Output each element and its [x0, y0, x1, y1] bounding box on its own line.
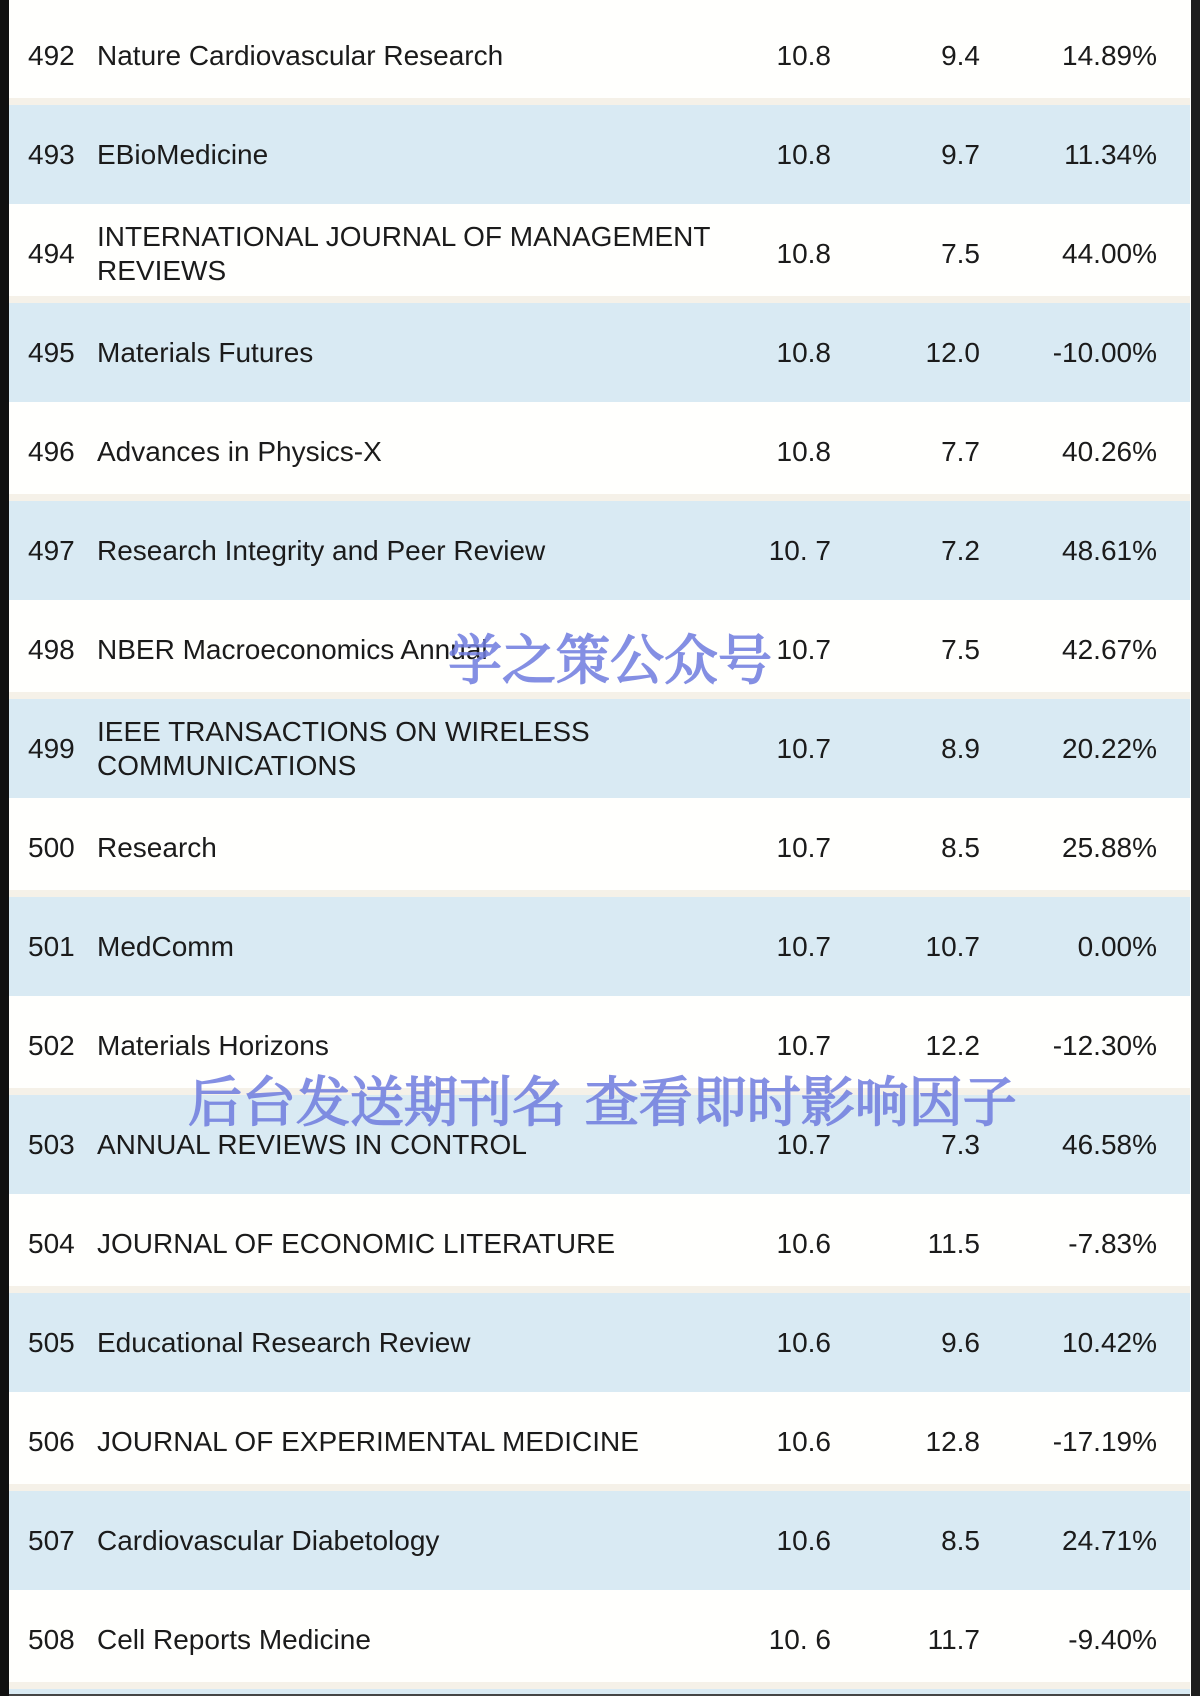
if-new-cell: 10. 6 — [768, 1623, 831, 1655]
journal-name-cell: Materials Horizons — [97, 1029, 329, 1061]
journal-name-cell: MedComm — [97, 930, 234, 962]
if-new-cell: 10.6 — [776, 1227, 831, 1259]
change-percent-cell: -7.83% — [1068, 1227, 1157, 1259]
table-row — [9, 798, 1190, 897]
if-new-cell: 10.7 — [776, 930, 831, 962]
table-row — [9, 1590, 1190, 1689]
if-new-cell: 10.7 — [776, 1029, 831, 1061]
if-old-cell: 8.9 — [941, 732, 980, 764]
journal-name-cell: INTERNATIONAL JOURNAL OF MANAGEMENT REVIEWS — [97, 220, 710, 286]
change-percent-cell: -10.00% — [1052, 336, 1157, 368]
if-old-cell: 12.8 — [925, 1425, 980, 1457]
if-old-cell: 7.5 — [941, 633, 980, 665]
if-new-cell: 10.8 — [776, 435, 831, 467]
journal-name-cell: NBER Macroeconomics Annual — [97, 633, 488, 665]
change-percent-cell: 25.88% — [1062, 831, 1157, 863]
table-row — [9, 1392, 1190, 1491]
watermark-promo-text: 后台发送期刊名 查看即时影响因子 — [188, 1070, 1017, 1134]
rank-cell: 503 — [28, 1128, 75, 1160]
table-row — [9, 204, 1190, 303]
rank-cell: 508 — [28, 1623, 75, 1655]
if-new-cell: 10.8 — [776, 237, 831, 269]
journal-table — [9, 0, 1190, 1696]
journal-name-cell: JOURNAL OF ECONOMIC LITERATURE — [97, 1227, 616, 1259]
change-percent-cell: 14.89% — [1062, 39, 1157, 71]
if-old-cell: 10.7 — [925, 930, 980, 962]
if-new-cell: 10.8 — [776, 336, 831, 368]
rank-cell: 505 — [28, 1326, 75, 1358]
change-percent-cell: -12.30% — [1052, 1029, 1157, 1061]
right-border-bar — [1191, 0, 1200, 1696]
change-percent-cell: 11.34% — [1064, 138, 1157, 170]
rank-cell: 497 — [28, 534, 75, 566]
journal-name-cell: Nature Cardiovascular Research — [97, 39, 504, 71]
journal-name-cell: Advances in Physics-X — [97, 435, 382, 467]
if-new-cell: 10.6 — [776, 1524, 831, 1556]
journal-name-cell: IEEE TRANSACTIONS ON WIRELESS COMMUNICATIONS — [97, 715, 590, 781]
if-old-cell: 9.7 — [941, 138, 980, 170]
change-percent-cell: 48.61% — [1062, 534, 1157, 566]
if-old-cell: 9.6 — [941, 1326, 980, 1358]
table-row — [9, 105, 1190, 204]
change-percent-cell: 40.26% — [1062, 435, 1157, 467]
change-percent-cell: -17.19% — [1052, 1425, 1157, 1457]
rank-cell: 494 — [28, 237, 75, 269]
if-new-cell: 10. 7 — [768, 534, 831, 566]
if-new-cell: 10.7 — [776, 831, 831, 863]
change-percent-cell: 46.58% — [1062, 1128, 1157, 1160]
rank-cell: 496 — [28, 435, 75, 467]
table-row — [9, 600, 1190, 699]
if-old-cell: 12.2 — [925, 1029, 980, 1061]
rank-cell: 499 — [28, 732, 75, 764]
if-new-cell: 10.7 — [776, 732, 831, 764]
left-border-bar — [0, 0, 9, 1696]
table-row — [9, 996, 1190, 1095]
if-new-cell: 10.6 — [776, 1425, 831, 1457]
table-row — [9, 402, 1190, 501]
rank-cell: 501 — [28, 930, 75, 962]
journal-name-cell: Materials Futures — [97, 336, 314, 368]
table-row — [9, 1095, 1190, 1194]
journal-name-cell: JOURNAL OF EXPERIMENTAL MEDICINE — [97, 1425, 639, 1457]
rank-cell: 507 — [28, 1524, 75, 1556]
if-old-cell: 11.7 — [927, 1623, 980, 1655]
if-new-cell: 10.7 — [776, 633, 831, 665]
if-new-cell: 10.6 — [776, 1326, 831, 1358]
rank-cell: 493 — [28, 138, 75, 170]
rank-cell: 498 — [28, 633, 75, 665]
journal-name-cell: Research Integrity and Peer Review — [97, 534, 546, 566]
journal-name-cell: ANNUAL REVIEWS IN CONTROL — [97, 1128, 527, 1160]
journal-name-cell: EBioMedicine — [97, 138, 269, 170]
table-row — [9, 501, 1190, 600]
if-old-cell: 9.4 — [941, 39, 980, 71]
rank-cell: 502 — [28, 1029, 75, 1061]
table-row — [9, 1293, 1190, 1392]
if-old-cell: 8.5 — [941, 831, 980, 863]
journal-name-cell: Cardiovascular Diabetology — [97, 1524, 440, 1556]
change-percent-cell: 42.67% — [1062, 633, 1157, 665]
rank-cell: 504 — [28, 1227, 75, 1259]
table-row — [9, 303, 1190, 402]
change-percent-cell: 20.22% — [1062, 732, 1157, 764]
if-old-cell: 12.0 — [925, 336, 980, 368]
rank-cell: 500 — [28, 831, 75, 863]
if-new-cell: 10.7 — [776, 1128, 831, 1160]
watermark-brand-text: 学之策公众号 — [448, 628, 772, 692]
journal-name-cell: Educational Research Review — [97, 1326, 471, 1358]
if-old-cell: 7.2 — [941, 534, 980, 566]
change-percent-cell: 10.42% — [1062, 1326, 1157, 1358]
journal-name-cell: Research — [97, 831, 217, 863]
table-row — [9, 699, 1190, 798]
if-old-cell: 7.7 — [941, 435, 980, 467]
table-row — [9, 6, 1190, 105]
journal-name-cell: Cell Reports Medicine — [97, 1623, 371, 1655]
table-row — [9, 1491, 1190, 1590]
rank-cell: 506 — [28, 1425, 75, 1457]
if-old-cell: 7.3 — [941, 1128, 980, 1160]
rank-cell: 492 — [28, 39, 75, 71]
table-row — [9, 1194, 1190, 1293]
change-percent-cell: 24.71% — [1062, 1524, 1157, 1556]
if-old-cell: 8.5 — [941, 1524, 980, 1556]
table-row — [9, 897, 1190, 996]
change-percent-cell: 44.00% — [1062, 237, 1157, 269]
change-percent-cell: 0.00% — [1077, 930, 1157, 962]
if-new-cell: 10.8 — [776, 138, 831, 170]
rank-cell: 495 — [28, 336, 75, 368]
if-old-cell: 11.5 — [927, 1227, 980, 1259]
if-new-cell: 10.8 — [776, 39, 831, 71]
if-old-cell: 7.5 — [941, 237, 980, 269]
change-percent-cell: -9.40% — [1068, 1623, 1157, 1655]
